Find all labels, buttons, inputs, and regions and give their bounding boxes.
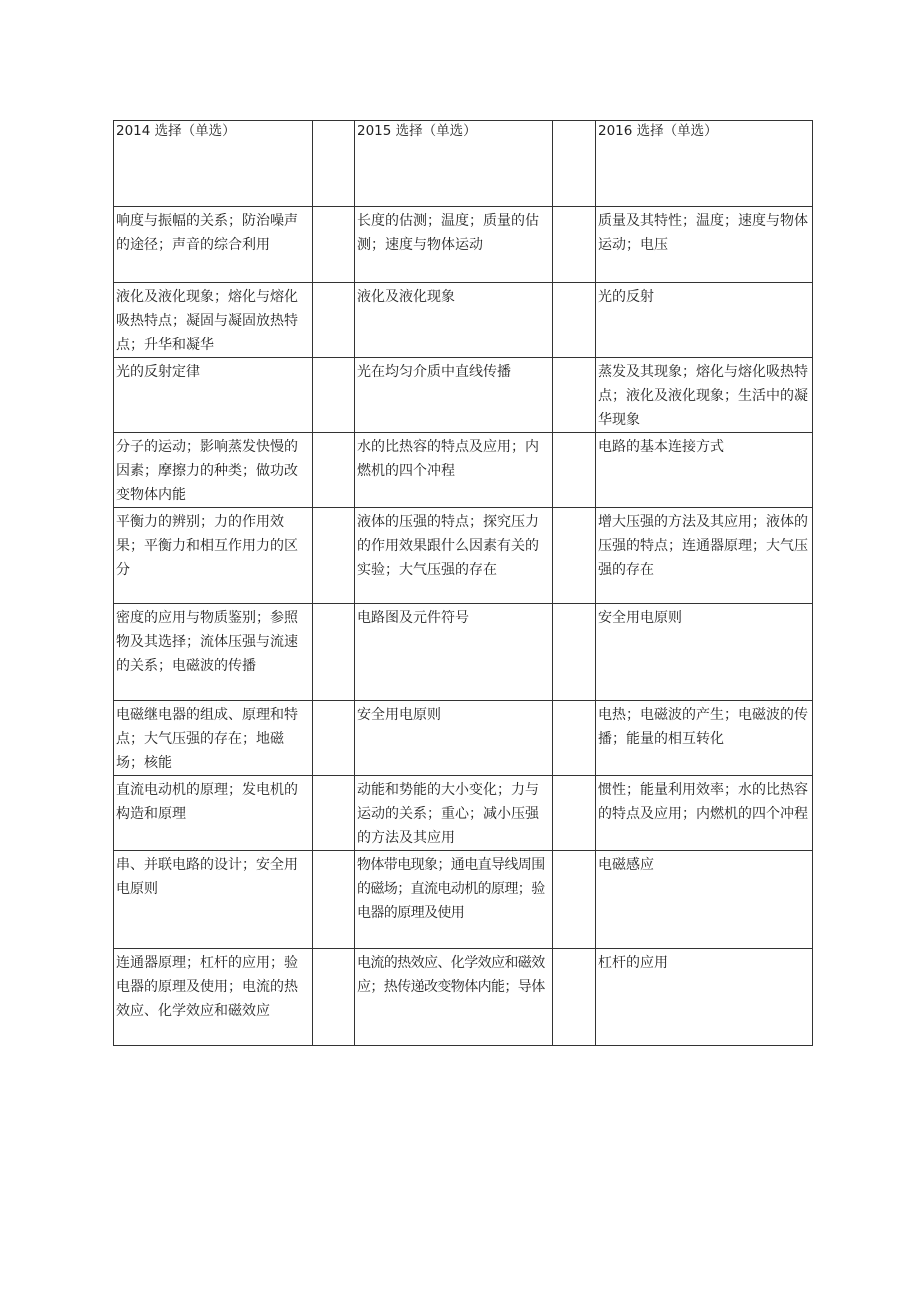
spacer-cell [553,283,596,358]
spacer-cell [553,949,596,1046]
cell-2016: 增大压强的方法及其应用；液体的压强的特点；连通器原理；大气压强的存在 [596,508,813,604]
table-row [114,776,813,851]
spacer-cell [313,604,355,701]
header-2014: 2014 选择（单选） [114,121,313,207]
table-row [114,358,813,433]
cell-2014: 串、并联电路的设计；安全用电原则 [114,851,313,949]
spacer-cell [313,949,355,1046]
cell-2016: 惯性；能量利用效率；水的比热容的特点及应用；内燃机的四个冲程 [596,776,813,851]
table-row [114,949,813,1046]
table-row [114,508,813,604]
spacer-cell [553,433,596,508]
cell-2016: 电磁感应 [596,851,813,949]
cell-2014: 直流电动机的原理；发电机的构造和原理 [114,776,313,851]
cell-2015: 水的比热容的特点及应用；内燃机的四个冲程 [355,433,553,508]
cell-2014: 电磁继电器的组成、原理和特点；大气压强的存在；地磁场；核能 [114,701,313,776]
exam-topics-table [113,120,813,1046]
table-row [114,283,813,358]
spacer-cell [313,121,355,207]
cell-2016: 杠杆的应用 [596,949,813,1046]
cell-2014: 液化及液化现象；熔化与熔化吸热特点；凝固与凝固放热特点；升华和凝华 [114,283,313,358]
spacer-cell [553,207,596,283]
table-row [114,433,813,508]
cell-2015: 物体带电现象；通电直导线周围的磁场；直流电动机的原理；验电器的原理及使用 [355,851,553,949]
cell-2016: 电热；电磁波的产生；电磁波的传播；能量的相互转化 [596,701,813,776]
cell-2015: 长度的估测；温度；质量的估测；速度与物体运动 [355,207,553,283]
cell-2015: 光在均匀介质中直线传播 [355,358,553,433]
cell-2015: 电流的热效应、化学效应和磁效应；热传递改变物体内能；导体 [355,949,553,1046]
cell-2014: 光的反射定律 [114,358,313,433]
cell-2014: 连通器原理；杠杆的应用；验电器的原理及使用；电流的热效应、化学效应和磁效应 [114,949,313,1046]
cell-2014: 响度与振幅的关系；防治噪声的途径；声音的综合利用 [114,207,313,283]
spacer-cell [313,433,355,508]
spacer-cell [313,851,355,949]
cell-2015: 安全用电原则 [355,701,553,776]
spacer-cell [313,207,355,283]
cell-2016: 光的反射 [596,283,813,358]
spacer-cell [313,283,355,358]
spacer-cell [313,358,355,433]
spacer-cell [553,851,596,949]
cell-2016: 质量及其特性；温度；速度与物体运动；电压 [596,207,813,283]
spacer-cell [313,776,355,851]
cell-2016: 电路的基本连接方式 [596,433,813,508]
cell-2016: 蒸发及其现象；熔化与熔化吸热特点；液化及液化现象；生活中的凝华现象 [596,358,813,433]
table-row [114,604,813,701]
spacer-cell [313,508,355,604]
cell-2014: 密度的应用与物质鉴别；参照物及其选择；流体压强与流速的关系；电磁波的传播 [114,604,313,701]
cell-2016: 安全用电原则 [596,604,813,701]
cell-2014: 平衡力的辨别；力的作用效果；平衡力和相互作用力的区分 [114,508,313,604]
spacer-cell [553,701,596,776]
spacer-cell [553,121,596,207]
table-header-row [114,121,813,207]
header-2015: 2015 选择（单选） [355,121,553,207]
spacer-cell [553,776,596,851]
spacer-cell [553,358,596,433]
spacer-cell [553,508,596,604]
table-row [114,701,813,776]
header-2016: 2016 选择（单选） [596,121,813,207]
spacer-cell [313,701,355,776]
cell-2014: 分子的运动；影响蒸发快慢的因素；摩擦力的种类；做功改变物体内能 [114,433,313,508]
table-row [114,207,813,283]
table-row [114,851,813,949]
cell-2015: 动能和势能的大小变化；力与运动的关系；重心；减小压强的方法及其应用 [355,776,553,851]
cell-2015: 液化及液化现象 [355,283,553,358]
cell-2015: 液体的压强的特点；探究压力的作用效果跟什么因素有关的实验；大气压强的存在 [355,508,553,604]
spacer-cell [553,604,596,701]
cell-2015: 电路图及元件符号 [355,604,553,701]
